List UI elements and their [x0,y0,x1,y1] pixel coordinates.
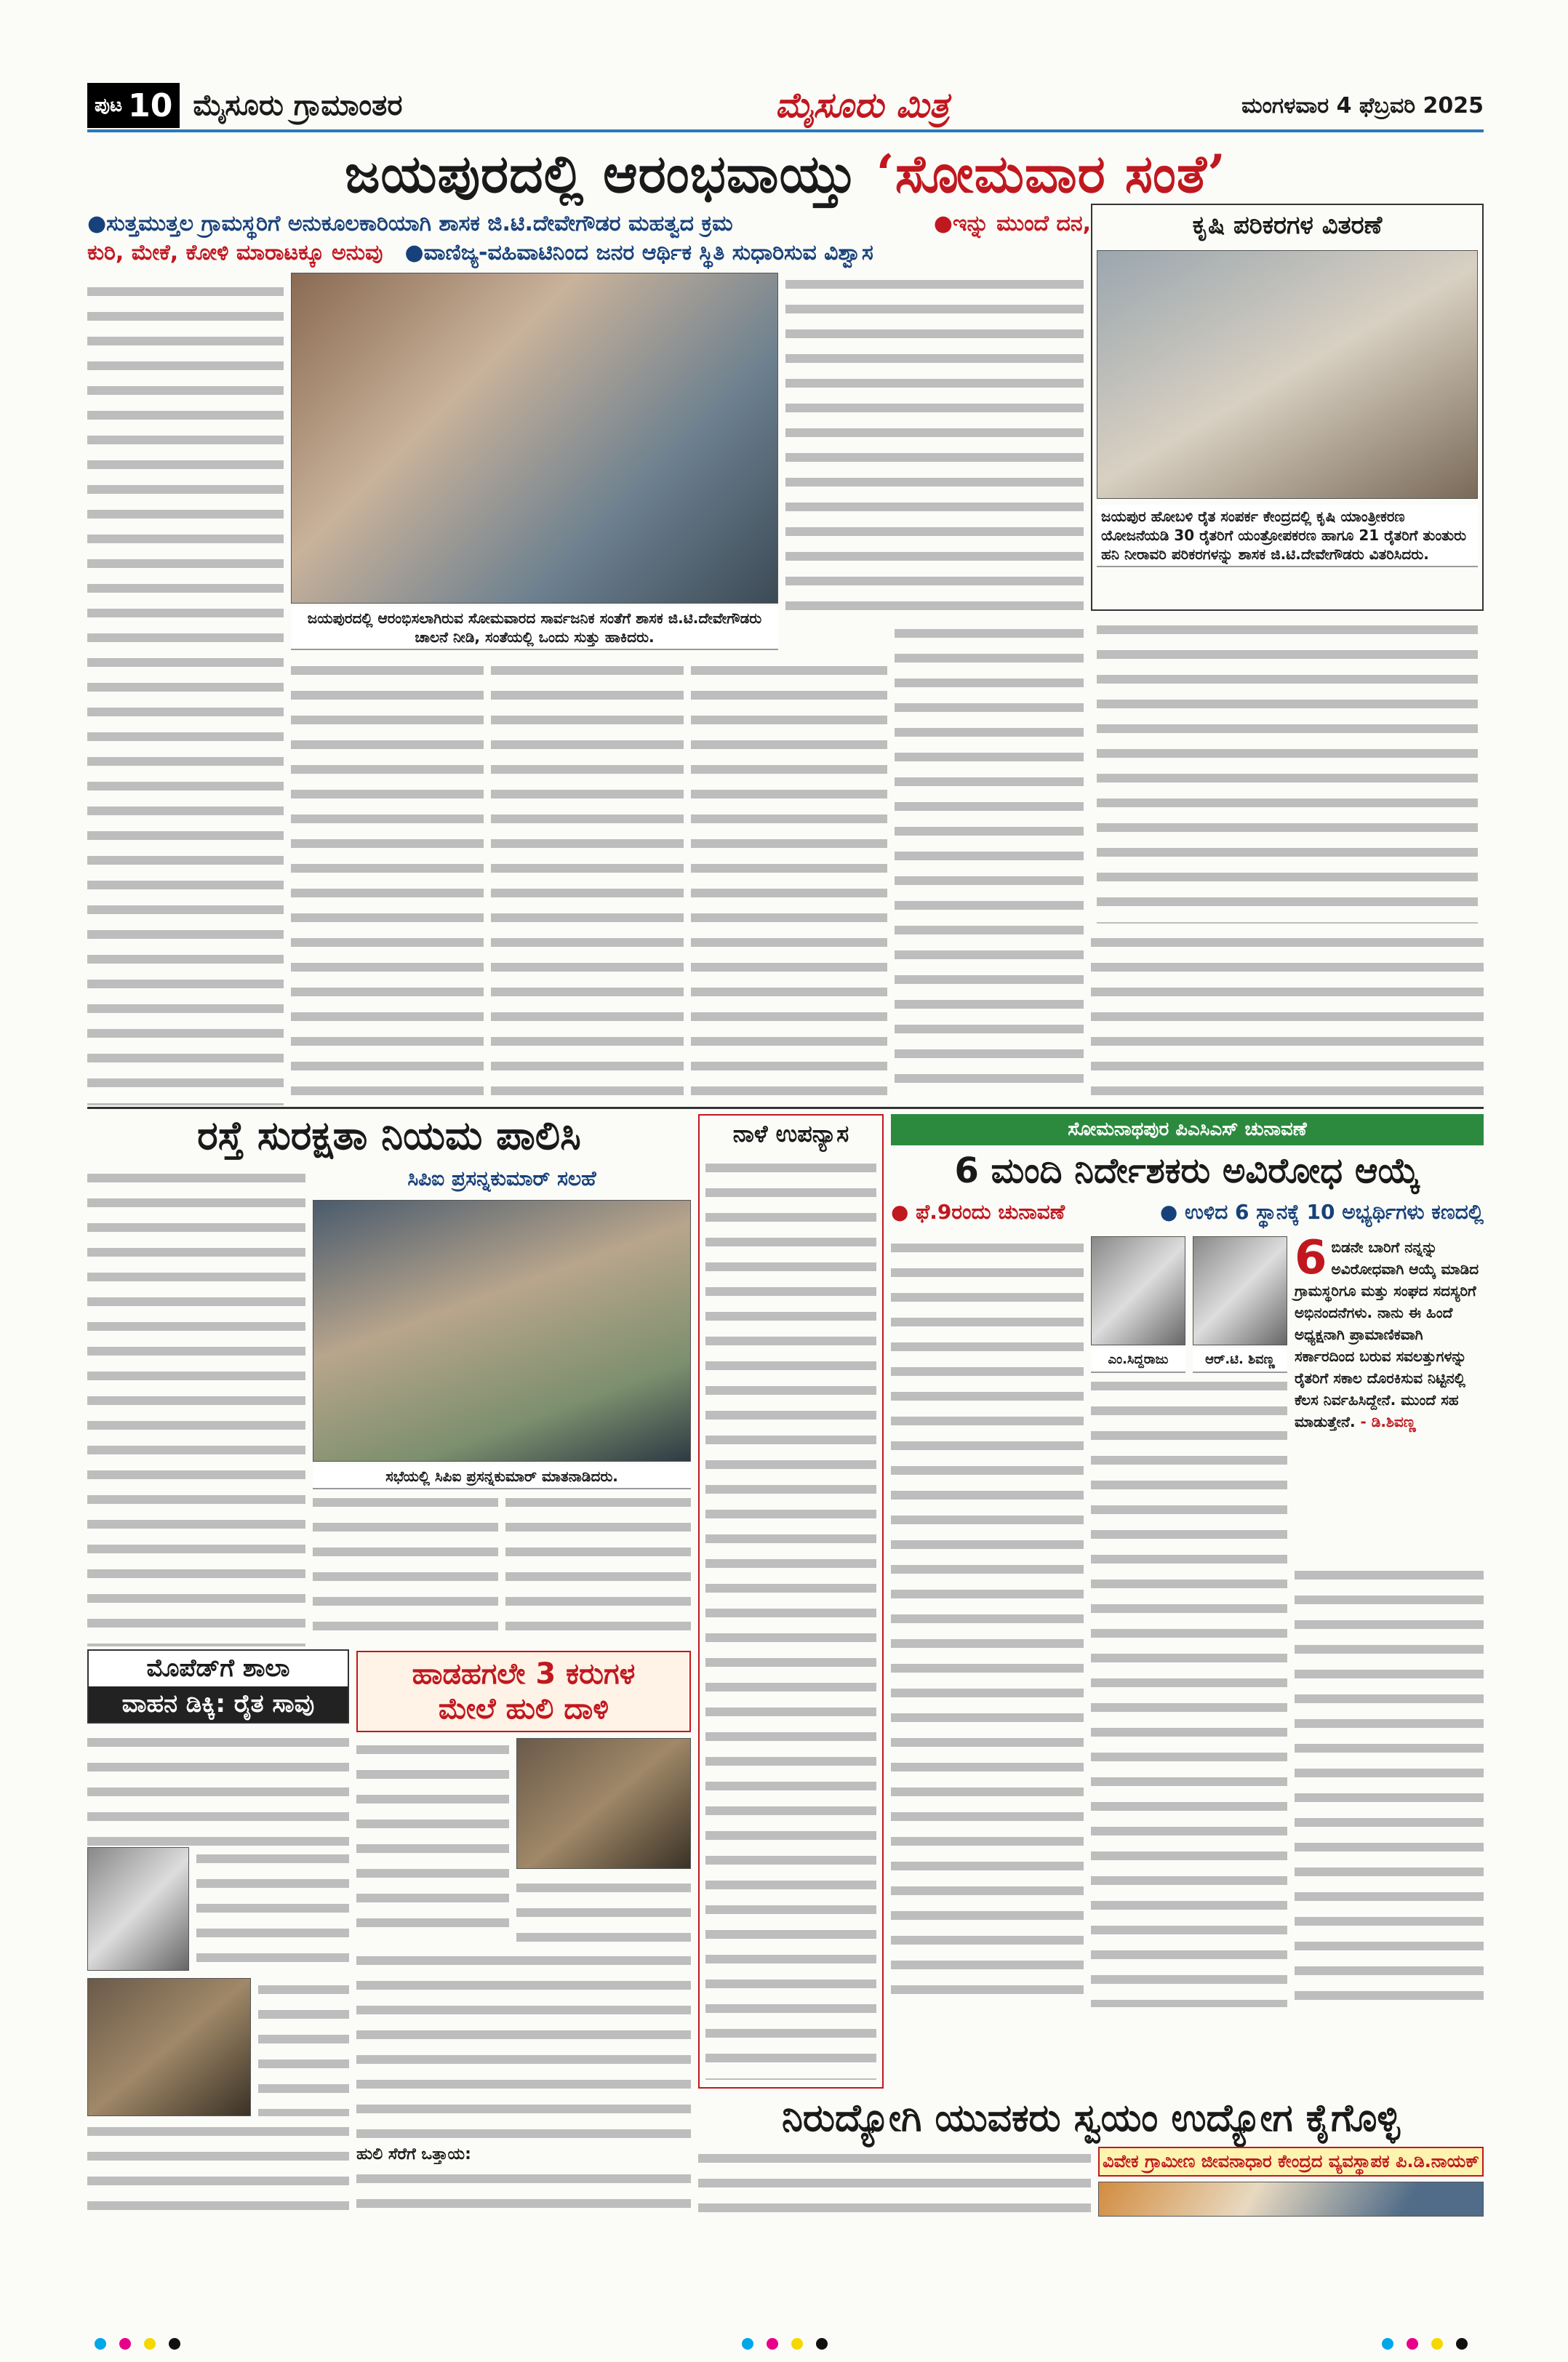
lead-body-col-3 [291,659,484,1095]
candidate-name-2: ಆರ್.ಟಿ. ಶಿವಣ್ಣ [1193,1348,1287,1373]
road-safety-photo [313,1200,691,1462]
santhe-photo [291,273,778,604]
krishi-body [1097,618,1478,924]
moped-body-3 [258,1978,349,2116]
moped-title-line-1: ಮೊಪೆಡ್‌ಗೆ ಶಾಲಾ [89,1651,348,1686]
lead-kicker-4: ●ವಾಣಿಜ್ಯ-ವಹಿವಾಟಿನಿಂದ ಜನರ ಆರ್ಥಿಕ ಸ್ಥಿತಿ ಸುಧಾರಿಸುವ ವಿಶ್ವಾಸ [404,240,873,265]
election-body-1 [891,1236,1084,2007]
lead-body-col-2 [785,273,1084,614]
candidate-name-1: ಎಂ.ಸಿದ್ದರಾಜು [1091,1348,1185,1373]
road-safety-body-2 [313,1491,498,1644]
lead-body-col-6 [895,622,1084,1094]
moped-body-1 [87,1731,349,1847]
road-safety-caption: ಸಭೆಯಲ್ಲಿ ಸಿಪಿಐ ಪ್ರಸನ್ನಕುಮಾರ್ ಮಾತನಾಡಿದರು. [313,1465,691,1489]
election-bar: ಸೋಮನಾಥಪುರ ಪಿಎಸಿಎಸ್ ಚುನಾವಣೆ [891,1114,1484,1145]
road-safety-title: ರಸ್ತೆ ಸುರಕ್ಷತಾ ನಿಯಮ ಪಾಲಿಸಿ [197,1113,581,1158]
moped-body-4 [87,2120,349,2222]
quote-author: - ಡಿ.ಶಿವಣ್ಣ [1360,1413,1416,1430]
accident-photo [87,1978,251,2116]
lead-kicker-3: ಕುರಿ, ಮೇಕೆ, ಕೋಳಿ ಮಾರಾಟಕ್ಕೂ ಅನುವು [87,240,383,265]
election-kicker-2: ● ಉಳಿದ 6 ಸ್ಥಾನಕ್ಕೆ 10 ಅಭ್ಯರ್ಥಿಗಳು ಕಣದಲ್ಲಿ [1159,1200,1484,1224]
moped-title-line-2: ವಾಹನ ಡಿಕ್ಕಿ: ರೈತ ಸಾವು [89,1686,348,1722]
tiger-body-2 [516,1876,691,1942]
election-kicker-1: ● ಫೆ.9ರಂದು ಚುನಾವಣೆ [891,1200,1065,1224]
page-number: 10 [128,87,173,124]
lead-headline-text: ಜಯಪುರದಲ್ಲಿ ಆರಂಭವಾಯ್ತು [344,143,876,204]
tiger-title-line-2: ಮೇಲೆ ಹುಲಿ ದಾಳಿ [438,1692,609,1726]
print-registration-dots-center [742,2338,828,2350]
tiger-title [356,1651,691,1732]
employment-title: ನಿರುದ್ಯೋಗಿ ಯುವಕರು ಸ್ವಯಂ ಉದ್ಯೋಗ ಕೈಗೊಳ್ಳಿ [781,2097,1401,2140]
section-rule-1 [87,1107,1484,1109]
road-safety-subtitle: ಸಿಪಿಐ ಪ್ರಸನ್ನಕುಮಾರ್ ಸಲಹೆ [407,1166,596,1190]
lead-body-col-5 [691,659,887,1095]
lead-body-col-1 [87,280,284,1105]
krishi-title: ಕೃಷಿ ಪರಿಕರಗಳ ವಿತರಣೆ [1192,211,1383,240]
print-registration-dots-right [1382,2338,1468,2350]
quote-text: ಬಿಡನೇ ಬಾರಿಗೆ ನನ್ನನ್ನು ಅವಿರೋಧವಾಗಿ ಆಯ್ಕೆ ಮಾಡಿದ ಗ್ರಾಮಸ್ಥರಿಗೂ ಮತ್ತು ಸಂಘದ ಸದಸ್ಯರಿಗೆ ಅಭಿನಂದನೆಗಳು. ನಾನು ಈ ಹಿಂದೆ ಅಧ್ಯಕ್ಷನಾಗಿ ಪ್ರಾಮಾಣಿಕವಾಗಿ ಸರ್ಕಾರದಿಂದ ಬರುವ ಸವಲತ್ತುಗಳನ್ನು ರೈತರಿಗೆ ಸಕಾಲ ದೊರಕಿಸುವ ನಿಟ್ಟಿನಲ್ಲಿ ಕೆಲಸ ನಿರ್ವಹಿಸಿದ್ದೇನೆ. ಮುಂದೆ ಸಹ ಮಾಡುತ್ತೇನೆ. [1295,1238,1479,1430]
lead-body-col-4 [491,659,684,1095]
tiger-body-3 [356,1949,691,2142]
employment-subtitle: ವಿವೇಕ ಗ್ರಾಮೀಣ ಜೀವನಾಧಾರ ಕೇಂದ್ರದ ವ್ಯವಸ್ಥಾಪಕ ಪಿ.ಡಿ.ನಾಯಕ್ [1098,2147,1484,2177]
victim-photo [87,1847,189,1971]
calf-photo [516,1738,691,1869]
lecture-body [705,1156,876,2080]
lead-kicker-1: ●ಸುತ್ತಮುತ್ತಲ ಗ್ರಾಮಸ್ಥರಿಗೆ ಅನುಕೂಲಕಾರಿಯಾಗಿ ಶಾಸಕ ಜಿ.ಟಿ.ದೇವೇಗೌಡರ ಮಹತ್ವದ ಕ್ರಮ [87,211,733,236]
moped-title [87,1649,349,1724]
page-number-badge [87,83,180,128]
employment-body-1 [698,2147,1091,2219]
employment-photo [1098,2182,1484,2217]
krishi-photo [1097,250,1478,499]
tiger-body-4 [356,2167,691,2222]
publication-date: ಮಂಗಳವಾರ 4 ಫೆಬ್ರವರಿ 2025 [1241,92,1484,119]
election-body-2 [1091,1374,1287,2007]
lecture-title: ನಾಳೆ ಉಪನ್ಯಾಸ [732,1120,849,1148]
quote-number: 6 [1295,1231,1327,1285]
election-body-3 [1295,1564,1484,2007]
tiger-subhead: ಹುಲಿ ಸೆರೆಗೆ ಒತ್ತಾಯ: [356,2145,471,2163]
election-title: 6 ಮಂದಿ ನಿರ್ದೇಶಕರು ಅವಿರೋಧ ಆಯ್ಕೆ [954,1150,1420,1191]
page-masthead [87,81,1484,132]
section-name: ಮೈಸೂರು ಗ್ರಾಮಾಂತರ [193,89,403,122]
candidate-photo-1 [1091,1236,1185,1345]
candidate-photo-2 [1193,1236,1287,1345]
election-quote-box [1295,1231,1484,1556]
newspaper-logo: ಮೈಸೂರು ಮಿತ್ರ [775,84,950,126]
tiger-title-line-1: ಹಾಡಹಗಲೇ 3 ಕರುಗಳ [412,1657,636,1691]
lead-headline [87,143,1484,205]
santhe-photo-caption: ಜಯಪುರದಲ್ಲಿ ಆರಂಭಿಸಲಾಗಿರುವ ಸೋಮವಾರದ ಸಾರ್ವಜನಿಕ ಸಂತೆಗೆ ಶಾಸಕ ಜಿ.ಟಿ.ದೇವೇಗೌಡರು ಚಾಲನೆ ನೀಡಿ, ಸಂತೆಯಲ್ಲಿ ಒಂದು ಸುತ್ತು ಹಾಕಿದರು. [291,606,778,650]
lead-kickers [87,209,1091,275]
print-registration-dots-left [95,2338,180,2350]
lead-kicker-2: ●ಇನ್ನು ಮುಂದೆ ದನ, [933,211,1091,236]
road-safety-body-3 [505,1491,691,1644]
lead-body-col-7 [1091,931,1484,1098]
road-safety-body-1 [87,1166,305,1646]
page-word: ಪುಟ [95,94,123,116]
election-kickers [891,1200,1484,1225]
lead-headline-quote: ‘ಸೋಮವಾರ ಸಂತೆ’ [876,143,1227,204]
moped-body-2 [196,1847,349,1971]
tiger-body-1 [356,1738,509,1942]
krishi-caption: ಜಯಪುರ ಹೋಬಳಿ ರೈತ ಸಂಪರ್ಕ ಕೇಂದ್ರದಲ್ಲಿ ಕೃಷಿ ಯಾಂತ್ರೀಕರಣ ಯೋಜನೆಯಡಿ 30 ರೈತರಿಗೆ ಯಂತ್ರೋಪಕರಣ ಹಾಗೂ 21 ರೈತರಿಗೆ ತುಂತುರು ಹನಿ ನೀರಾವರಿ ಪರಿಕರಗಳನ್ನು ಶಾಸಕ ಜಿ.ಟಿ.ದೇವೇಗೌಡರು ವಿತರಿಸಿದರು. [1097,505,1478,567]
